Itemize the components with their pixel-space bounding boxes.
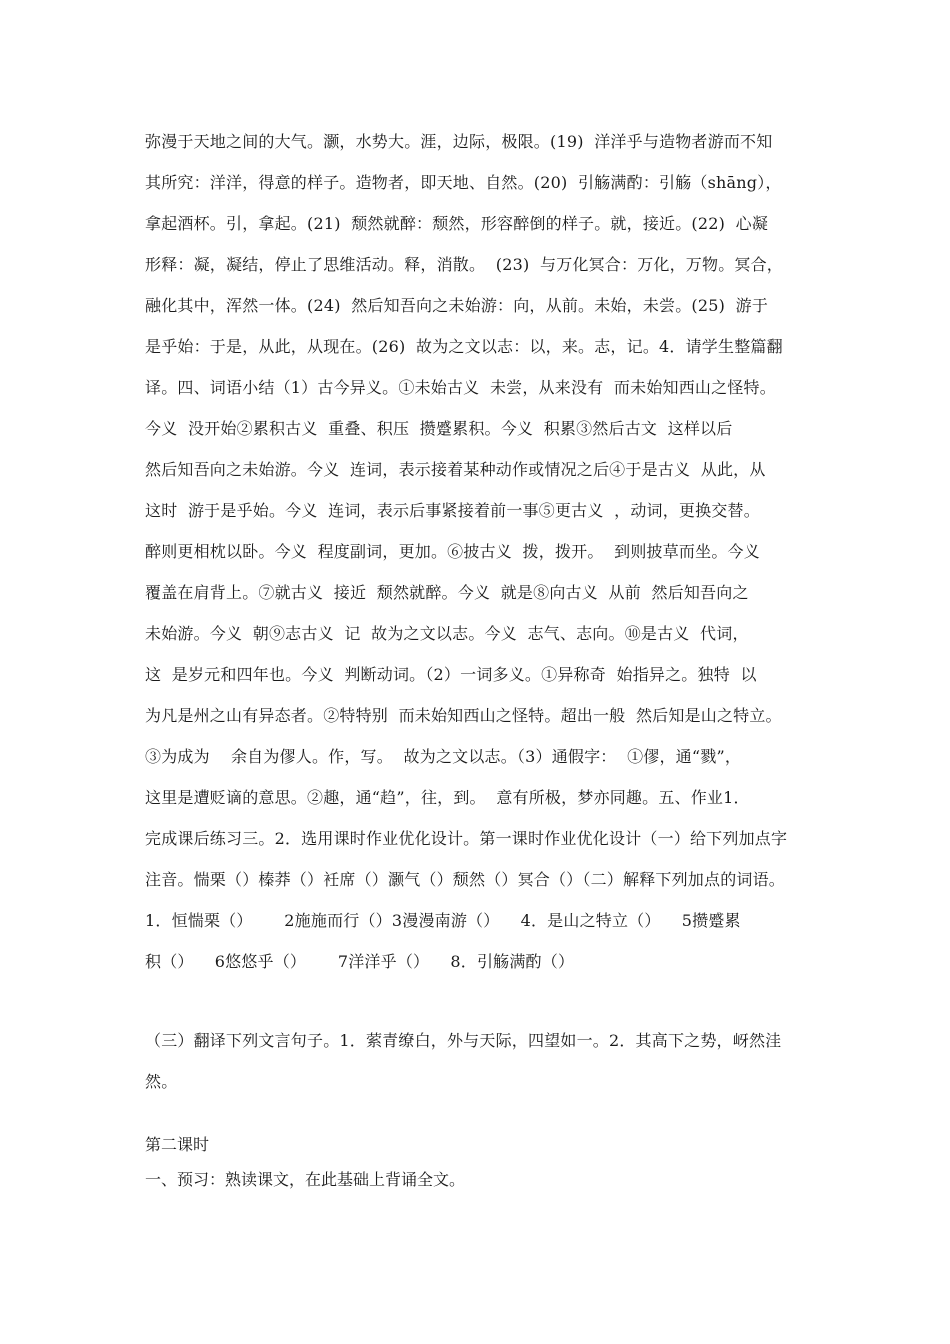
lesson-heading: 第二课时: [145, 1135, 210, 1154]
text-line: 译。四、词语小结（1）古今异义。①未始古义 未尝，从来没有 而未始知西山之怪特。: [145, 378, 776, 397]
text-line: 注音。惴栗（）榛莽（）衽席（）灏气（）颓然（）冥合（）（二）解释下列加点的词语。: [145, 870, 786, 889]
text-line: 弥漫于天地之间的大气。灏，水势大。涯，边际，极限。(19) 洋洋乎与造物者游而不知: [145, 132, 773, 151]
text-line: 这里是遭贬谪的意思。②趣，通“趋”，往，到。 意有所极，梦亦同趣。五、作业1．: [145, 788, 750, 807]
text-line: 然。: [145, 1072, 178, 1091]
text-line: 覆盖在肩背上。⑦就古义 接近 颓然就醉。今义 就是⑧向古义 从前 然后知吾向之: [145, 583, 749, 602]
text-line: 融化其中，浑然一体。(24) 然后知吾向之未始游：向，从前。未始，未尝。(25) 游于: [145, 296, 769, 315]
text-line: ③为成为 余自为僇人。作，写。 故为之文以志。（3）通假字： ①僇，通“戮”，: [145, 747, 742, 766]
main-paragraph: [145, 121, 835, 982]
text-line: 完成课后练习三。2．选用课时作业优化设计。第一课时作业优化设计（一）给下列加点字: [145, 829, 788, 848]
text-line: 为凡是州之山有异态者。②特特别 而未始知西山之怪特。超出一般 然后知是山之特立。: [145, 706, 782, 725]
text-line: 今义 没开始②累积古义 重叠、积压 攒蹙累积。今义 积累③然后古文 这样以后: [145, 419, 733, 438]
translation-exercise-paragraph: [145, 1020, 835, 1102]
text-line: 这时 游于是乎始。今义 连词，表示后事紧接着前一事⑤更古义 ，动词，更换交替。: [145, 501, 760, 520]
text-line: 未始游。今义 朝⑨志古义 记 故为之文以志。今义 志气、志向。⑩是古义 代词，: [145, 624, 749, 643]
text-line: 1．恒惴栗（） 2施施而行（）3漫漫南游（） 4．是山之特立（） 5攒蹙累: [145, 911, 741, 930]
text-line: 是乎始：于是，从此，从现在。(26) 故为之文以志：以，来。志，记。4．请学生整篇翻: [145, 337, 783, 356]
text-line: 积（） 6悠悠乎（） 7洋洋乎（） 8．引觞满酌（）: [145, 952, 575, 971]
text-line: 然后知吾向之未始游。今义 连词，表示接着某种动作或情况之后④于是古义 从此，从: [145, 460, 766, 479]
text-line: 拿起酒杯。引，拿起。(21) 颓然就醉：颓然，形容醉倒的样子。就，接近。(22) 心凝: [145, 214, 769, 233]
text-line: 醉则更相枕以卧。今义 程度副词，更加。⑥披古义 拨，拨开。 到则披草而坐。今义: [145, 542, 760, 561]
text-line: （三）翻译下列文言句子。1．萦青缭白，外与天际，四望如一。2．其高下之势，岈然洼: [145, 1031, 782, 1050]
preview-heading: 一、预习：熟读课文，在此基础上背诵全文。: [145, 1170, 466, 1189]
text-line: 其所究：洋洋，得意的样子。造物者，即天地、自然。(20) 引觞满酌：引觞（shāng），: [145, 173, 782, 192]
text-line: 这 是岁元和四年也。今义 判断动词。（2）一词多义。①异称奇 始指异之。独特 以: [145, 665, 757, 684]
text-line: 形释：凝，凝结，停止了思维活动。释，消散。 (23) 与万化冥合：万化，万物。冥合，: [145, 255, 783, 274]
